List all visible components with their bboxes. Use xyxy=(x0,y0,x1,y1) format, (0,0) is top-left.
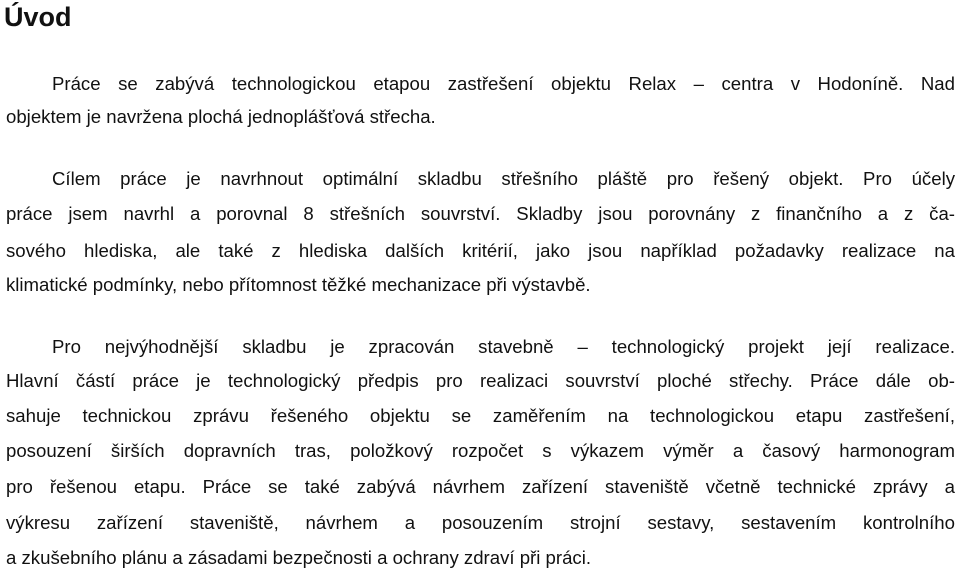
text-line: práce jsem navrhl a porovnal 8 střešních souvrství. Skladby jsou porovnány z finančního a z ča- xyxy=(6,203,955,224)
section-heading: Úvod xyxy=(4,2,72,32)
text-line: výkresu zařízení staveniště, návrhem a posouzením strojní sestavy, sestavením kontrolního xyxy=(6,512,955,533)
text-line: a zkušebního plánu a zásadami bezpečnosti a ochrany zdraví při práci. xyxy=(6,547,592,568)
text-line: Pro nejvýhodnější skladbu je zpracován stavebně – technologický projekt její realizace. xyxy=(52,336,955,357)
text-line: posouzení širších dopravních tras, položkový rozpočet s výkazem výměr a časový harmonogram xyxy=(6,440,955,461)
text-line: Práce se zabývá technologickou etapou zastřešení objektu Relax – centra v Hodoníně. Nad xyxy=(52,73,955,94)
text-line: klimatické podmínky, nebo přítomnost těžké mechanizace při výstavbě. xyxy=(6,274,591,295)
text-line: Hlavní částí práce je technologický předpis pro realizaci souvrství ploché střechy. Práce dále ob- xyxy=(6,370,955,391)
text-line: Cílem práce je navrhnout optimální skladbu střešního pláště pro řešený objekt. Pro účely xyxy=(52,168,955,189)
text-line: objektem je navržena plochá jednoplášťová střecha. xyxy=(6,106,436,127)
text-line: sahuje technickou zprávu řešeného objektu se zaměřením na technologickou etapu zastřešení, xyxy=(6,405,955,426)
text-line: sového hlediska, ale také z hlediska dalších kritérií, jako jsou například požadavky realizace na xyxy=(6,240,955,261)
text-line: pro řešenou etapu. Práce se také zabývá návrhem zařízení staveniště včetně technické zprávy a xyxy=(6,476,955,497)
